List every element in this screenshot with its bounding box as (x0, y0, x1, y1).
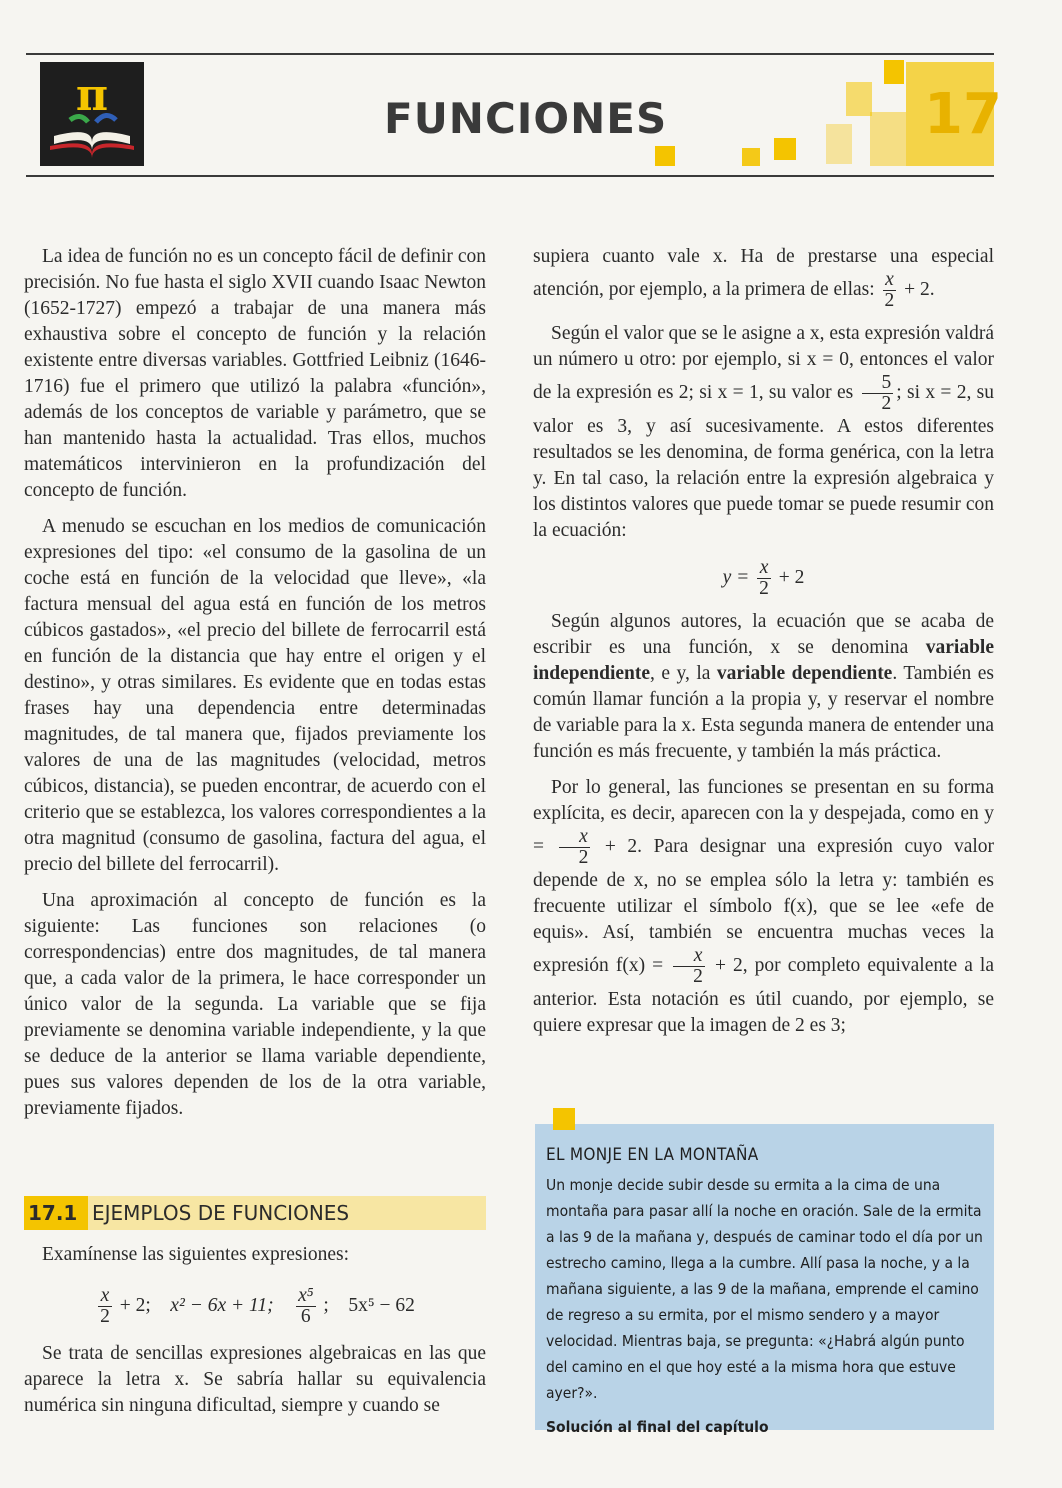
paragraph: Una aproximación al concepto de función es la siguiente: Las funciones son relaciones (o correspondencias) entre dos magnitudes, de tal manera que, a cada valor de la primera, le hace corresponder un único valor de la segunda. La variable que se fija previamente se denomina variable independiente, y la que se deduce de la anterior se llama variable dependiente, pues sus valores dependen de los de la otra variable, previamente fijados. (24, 890, 486, 1119)
paragraph: La idea de función no es un concepto fácil de definir con precisión. No fue hasta el siglo XVII cuando Isaac Newton (1652-1727) empezó a trabajar de una manera más exhaustiva sobre el concepto de función y la relación existente entre diversas variables. Gottfried Leibniz (1646-1716) fue el primero que utilizó la palabra «función», además de los conceptos de variable y parámetro, que se han mantenido hasta la actualidad. Tras ellos, muchos matemáticos intervinieron en la profundización del concepto de función. (24, 246, 486, 501)
paragraph: Por lo general, las funciones se presentan en su forma explícita, es decir, aparecen con la y despejada, como en y = $\frac{x}{2}$ + 2. Para designar una expresión cuyo valor depende de x, no se emplea sólo la letra y: también es frecuente utilizar el símbolo f(x), que se lee «efe de equis». Así, también se encuentra muchas veces la expresión f(x) = $\frac{x}{2}$ + 2, por completo equivalente a la anterior. Esta notación es útil cuando, por ejemplo, se quiere expresar que la imagen de 2 es 3; (533, 777, 995, 1036)
header-top-rule (26, 53, 994, 55)
right-column (533, 244, 994, 1049)
chapter-number: 17 (924, 82, 1002, 147)
left-column (24, 244, 486, 1132)
puzzle-solution-note: Solución al final del capítulo (546, 1418, 769, 1436)
decor-square (884, 60, 904, 84)
puzzle-box (535, 1124, 994, 1436)
box-marker (553, 1108, 575, 1130)
paragraph: Se trata de sencillas expresiones algebraicas en las que aparece la letra x. Se sabría hallar su equivalencia numérica sin ninguna dificultad, siempre y cuando se (24, 1343, 486, 1416)
section-heading (24, 1196, 486, 1230)
puzzle-title: EL MONJE EN LA MONTAÑA (546, 1145, 759, 1165)
fraction: $\frac{x}{2}$ (884, 269, 895, 311)
section-title: EJEMPLOS DE FUNCIONES (92, 1201, 350, 1225)
decor-square (846, 82, 872, 116)
decor-square (774, 138, 796, 160)
svg-text:π: π (75, 70, 109, 121)
fraction: $\frac{x}{2}$ (100, 1285, 110, 1327)
chapter-title: FUNCIONES (384, 94, 668, 143)
puzzle-text: Un monje decide subir desde su ermita a la cima de una montaña para pasar allí la noche en oración. Sale de la ermita a las 9 de la mañana y, después de caminar todo el día por un estrecho camino, llega a la cumbre. Allí pasa la noche, y a la mañana siguiente, a las 9 de la mañana, emprende el camino de regreso a su ermita, por el mismo sendero y a mayor velocidad. Mientras baja, se pregunta: «¿Habrá algún punto del camino en el que hoy esté a la misma hora que estuve ayer?». (546, 1176, 983, 1402)
header-bottom-rule (26, 175, 994, 177)
paragraph: Según algunos autores, la ecuación que se acaba de escribir es una función, x se denomina variable independiente, e y, la variable dependiente. También es común llamar función a la propia y, y reservar el nombre de variable para la x. Esta segunda manera de entender una función es más frecuente, y también la más práctica. (533, 611, 995, 762)
paragraph: Examínense las siguientes expresiones: (42, 1244, 350, 1265)
decor-square (870, 112, 906, 166)
expression-list (24, 1286, 486, 1327)
paragraph: A menudo se escuchan en los medios de comunicación expresiones del tipo: «el consumo de la gasolina de un coche está en función de la velocidad que lleve», «la factura mensual del agua está en función de los metros cúbicos gastados», «el precio del billete de ferrocarril está en función de la distancia que hay entre el origen y el destino», y otras similares. Es evidente que en todas estas frases hay una dependencia entre determinadas magnitudes, de tal manera que, fijados previamente los valores de una de las magnitudes (velocidad, metros cúbicos, distancia), se pueden encontrar, de acuerdo con el criterio que se establezca, los valores correspondientes a la otra magnitud (consumo de gasolina, factura del agua, el precio del billete del ferrocarril). (24, 516, 486, 875)
fraction: $\frac{x}{2}$ (673, 946, 705, 987)
expression: x² − 6x + 11; (170, 1294, 274, 1316)
decor-square (742, 148, 760, 166)
pi-book-logo (40, 62, 144, 166)
fraction: $\frac{x}{2}$ (759, 557, 769, 599)
expression: 5x⁵ − 62 (348, 1294, 415, 1316)
fraction: $\frac{5}{2}$ (862, 373, 894, 414)
section-number: 17.1 (24, 1196, 88, 1230)
left-column-lower (24, 1242, 486, 1429)
expression: ; (323, 1294, 329, 1316)
fraction: $\frac{\text{x⁵}}{6}$ (298, 1285, 314, 1327)
equation: y = $\frac{x}{2}$ + 2 (722, 557, 805, 599)
paragraph: Según el valor que se le asigne a x, esta expresión valdrá un número u otro: por ejemplo, si x = 0, entonces el valor de la expresión es 2; si x = 1, su valor es $\frac{5}{2}$ ; si x = 2, su valor es 3, y así sucesivamente. A estos diferentes resultados se les denomina, de forma genérica, con la letra y. En tal caso, la relación entre la expresión algebraica y los distintos valores que puede tomar se puede resumir con la ecuación: (533, 323, 995, 541)
decor-square (655, 146, 675, 166)
expression: + 2; (119, 1294, 151, 1316)
decor-square (826, 124, 852, 164)
paragraph: supiera cuanto vale x. Ha de prestarse una especial atención, por ejemplo, a la primera de ellas: $\frac{x}{2}$ + 2. (533, 246, 994, 311)
fraction: $\frac{x}{2}$ (559, 827, 591, 868)
